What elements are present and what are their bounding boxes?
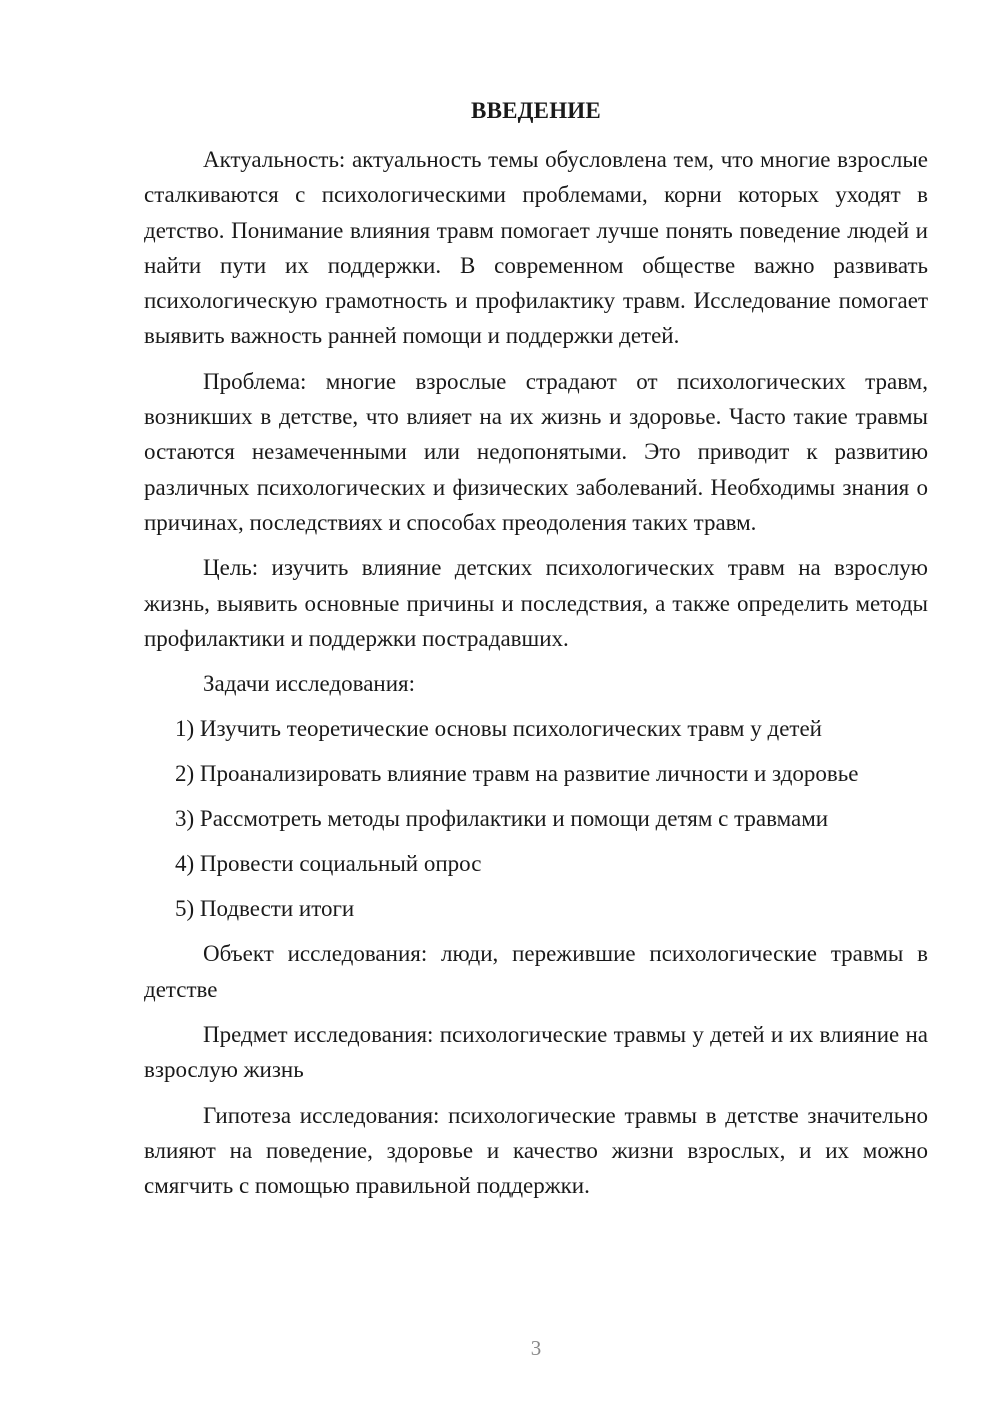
goal-paragraph: Цель: изучить влияние детских психологических травм на взрослую жизнь, выявить основные причины и последствия, а также определить методы профилактики и поддержки пострадавших.	[144, 555, 928, 651]
page-number: 3	[530, 1336, 542, 1360]
object-paragraph: Объект исследования: люди, пережившие психологические травмы в детстве	[144, 941, 928, 1002]
task-item: 5) Подвести итоги	[175, 896, 355, 922]
problem-paragraph: Проблема: многие взрослые страдают от психологических травм, возникших в детстве, что влияет на их жизнь и здоровье. Часто такие травмы остаются незамеченными или недопонятыми. Это приводит к развитию различных психологических и физических заболеваний. Необходимы знания о причинах, последствиях и способах преодоления таких травм.	[144, 368, 928, 535]
section-title: ВВЕДЕНИЕ	[471, 98, 601, 123]
task-item: 3) Рассмотреть методы профилактики и помощи детям с травмами	[175, 806, 829, 832]
task-item: 1) Изучить теоретические основы психологических травм у детей	[175, 716, 822, 742]
task-list	[144, 711, 928, 926]
task-item: 2) Проанализировать влияние травм на развитие личности и здоровье	[175, 761, 859, 787]
subject-paragraph: Предмет исследования: психологические травмы у детей и их влияние на взрослую жизнь	[144, 1022, 928, 1083]
relevance-paragraph: Актуальность: актуальность темы обусловлена тем, что многие взрослые сталкиваются с психологическими проблемами, корни которых уходят в детство. Понимание влияния травм помогает лучше понять поведение людей и найти пути их поддержки. В современном обществе важно развивать психологическую грамотность и профилактику травм. Исследование помогает выявить важность ранней помощи и поддержки детей.	[144, 147, 928, 349]
hypothesis-paragraph: Гипотеза исследования: психологические травмы в детстве значительно влияют на поведение, здоровье и качество жизни взрослых, и их можно смягчить с помощью правильной поддержки.	[144, 1102, 928, 1199]
task-item: 4) Провести социальный опрос	[175, 851, 482, 877]
tasks-heading: Задачи исследования:	[203, 671, 416, 697]
document-body	[144, 142, 928, 1204]
